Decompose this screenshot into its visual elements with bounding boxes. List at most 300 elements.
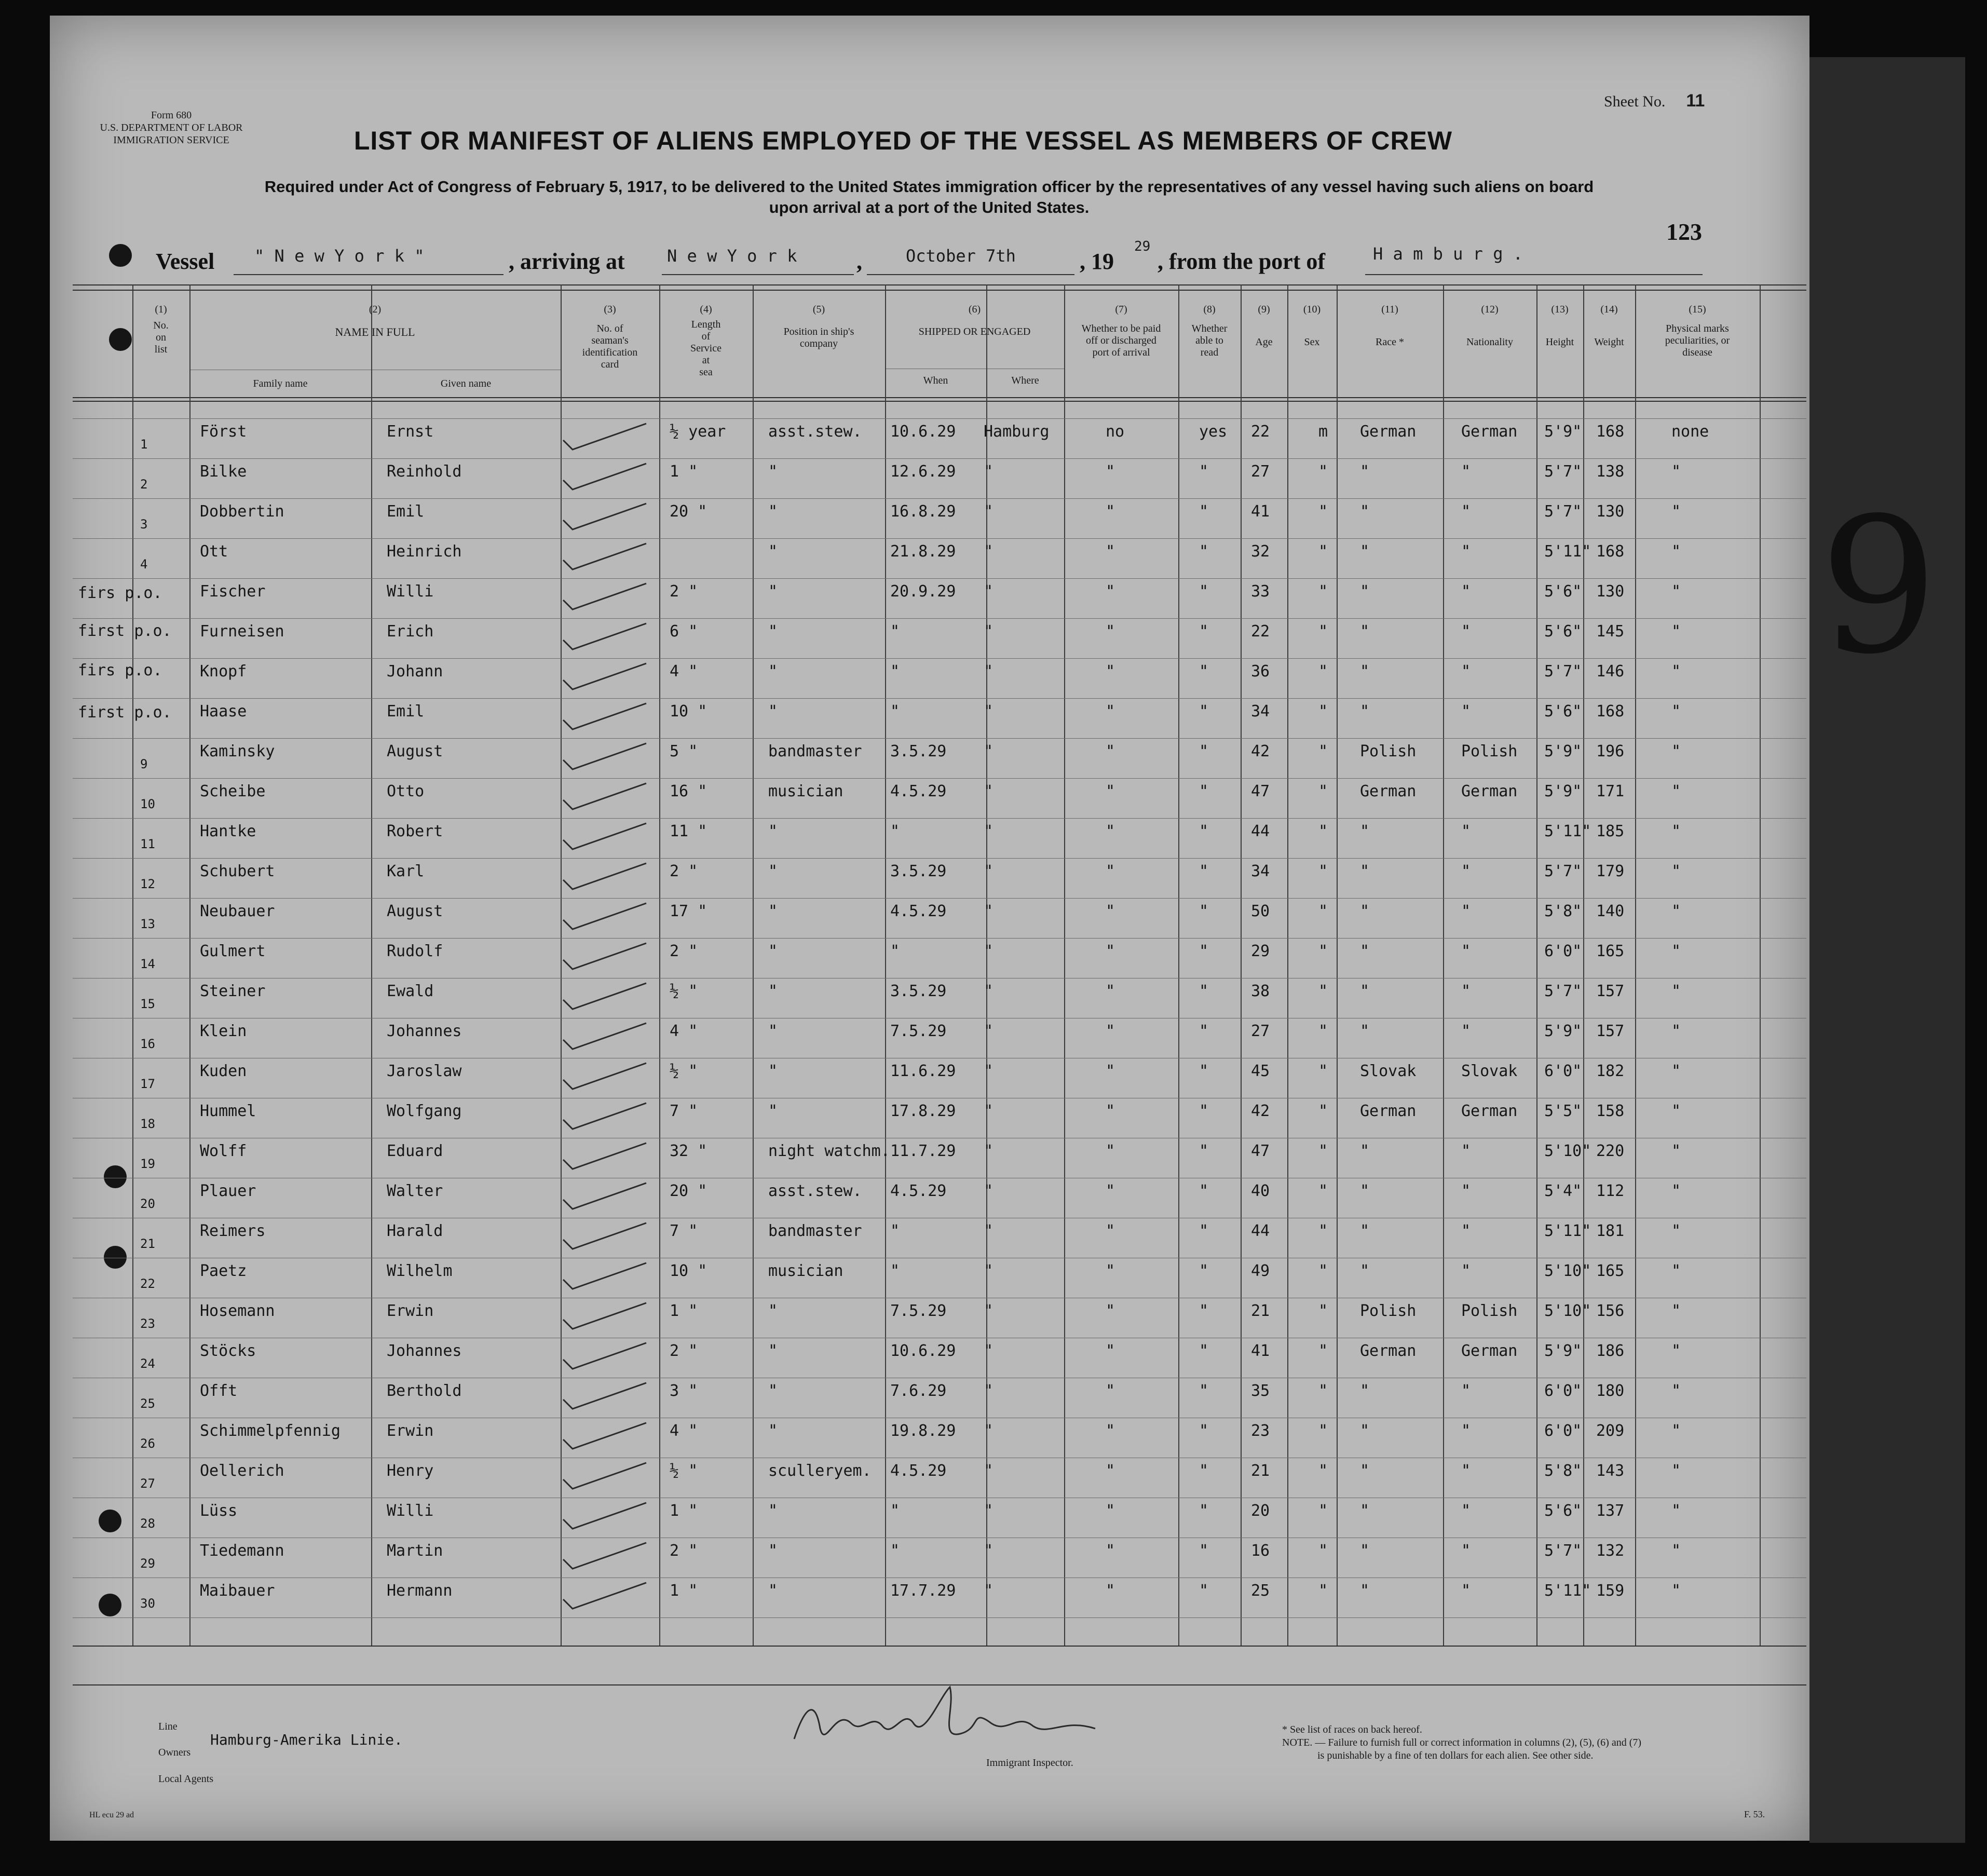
row-rule bbox=[73, 898, 1806, 899]
given-name: Erwin bbox=[387, 1302, 434, 1320]
shipped-where: " bbox=[984, 1182, 994, 1200]
punch-hole bbox=[104, 1246, 127, 1269]
nationality: " bbox=[1461, 1542, 1471, 1560]
checkmark-icon bbox=[558, 1179, 657, 1215]
race: German bbox=[1360, 1342, 1417, 1360]
row-number: 2 bbox=[140, 477, 148, 492]
weight: 158 bbox=[1596, 1102, 1625, 1120]
checkmark-icon bbox=[558, 1259, 657, 1295]
row-number: 27 bbox=[140, 1476, 155, 1491]
weight: 196 bbox=[1596, 742, 1625, 760]
length-of-service: 20 " bbox=[670, 502, 707, 521]
punch-hole bbox=[104, 1165, 127, 1188]
shipped-when: 7.6.29 bbox=[890, 1382, 947, 1400]
height: 5'8" bbox=[1544, 1462, 1582, 1480]
nationality: " bbox=[1461, 1382, 1471, 1400]
shipped-where: " bbox=[984, 1262, 994, 1280]
header-bottom-rule bbox=[73, 401, 1806, 402]
shipped-where: " bbox=[984, 702, 994, 721]
sex: " bbox=[1318, 1182, 1328, 1200]
able-to-read: " bbox=[1199, 1302, 1209, 1320]
race: " bbox=[1360, 1542, 1370, 1560]
page-number: 123 bbox=[1666, 219, 1702, 245]
sex: " bbox=[1318, 1582, 1328, 1600]
physical-marks: none bbox=[1671, 423, 1709, 441]
height: 5'6" bbox=[1544, 622, 1582, 641]
able-to-read: " bbox=[1199, 502, 1209, 521]
checkmark-icon bbox=[558, 1139, 657, 1175]
length-of-service: 11 " bbox=[670, 822, 707, 840]
column-rule bbox=[885, 284, 886, 1646]
document-subtitle: Required under Act of Congress of February 5, 1917, to be delivered to the United States immigration officer by the representatives of any vessel having such aliens on board upon arrival at a port of the United States. bbox=[264, 178, 1594, 216]
able-to-read: " bbox=[1199, 1222, 1209, 1240]
shipped-when: " bbox=[890, 822, 900, 840]
row-rule bbox=[73, 538, 1806, 539]
length-of-service: ½ " bbox=[670, 1062, 698, 1080]
position: asst.stew. bbox=[768, 423, 862, 441]
paid-off: " bbox=[1106, 822, 1115, 840]
checkmark-icon bbox=[558, 1059, 657, 1095]
physical-marks: " bbox=[1671, 502, 1681, 521]
family-name: Fischer bbox=[200, 582, 266, 601]
year-label: , 19 bbox=[1080, 249, 1114, 274]
sex: " bbox=[1318, 662, 1328, 681]
paid-off: " bbox=[1106, 463, 1115, 481]
paid-off: " bbox=[1106, 542, 1115, 561]
paid-off: " bbox=[1106, 1502, 1115, 1520]
weight: 180 bbox=[1596, 1382, 1625, 1400]
sex: m bbox=[1318, 423, 1328, 441]
sex: " bbox=[1318, 862, 1328, 880]
race: " bbox=[1360, 622, 1370, 641]
column-rule bbox=[1635, 284, 1636, 1646]
age: 32 bbox=[1251, 542, 1270, 561]
height: 5'10" bbox=[1544, 1302, 1591, 1320]
able-to-read: " bbox=[1199, 822, 1209, 840]
paid-off: " bbox=[1106, 502, 1115, 521]
physical-marks: " bbox=[1671, 1102, 1681, 1120]
position: night watchm. bbox=[768, 1142, 890, 1160]
height: 5'11" bbox=[1544, 822, 1591, 840]
column-rule bbox=[1583, 284, 1584, 1646]
weight: 168 bbox=[1596, 702, 1625, 721]
row-number: 29 bbox=[140, 1556, 155, 1571]
given-name: Hermann bbox=[387, 1582, 453, 1600]
family-name: Schimmelpfennig bbox=[200, 1422, 341, 1440]
nationality: " bbox=[1461, 662, 1471, 681]
length-of-service: 6 " bbox=[670, 622, 698, 641]
row-number: 22 bbox=[140, 1276, 155, 1291]
sex: " bbox=[1318, 1302, 1328, 1320]
physical-marks: " bbox=[1671, 1222, 1681, 1240]
row-number: 20 bbox=[140, 1197, 155, 1211]
length-of-service: 20 " bbox=[670, 1182, 707, 1200]
position: " bbox=[768, 622, 778, 641]
paid-off: " bbox=[1106, 982, 1115, 1000]
shipped-when: 11.7.29 bbox=[890, 1142, 956, 1160]
race: " bbox=[1360, 822, 1370, 840]
age: 23 bbox=[1251, 1422, 1270, 1440]
age: 49 bbox=[1251, 1262, 1270, 1280]
column-rule bbox=[659, 284, 660, 1646]
sex: " bbox=[1318, 1342, 1328, 1360]
column-rule bbox=[1178, 284, 1179, 1646]
height: 5'9" bbox=[1544, 423, 1582, 441]
family-name: Neubauer bbox=[200, 902, 275, 920]
age: 21 bbox=[1251, 1302, 1270, 1320]
position: " bbox=[768, 902, 778, 920]
col-header-read: (8) Whether able to read bbox=[1191, 304, 1228, 358]
shipped-where: " bbox=[984, 622, 994, 641]
age: 42 bbox=[1251, 742, 1270, 760]
weight: 165 bbox=[1596, 942, 1625, 960]
race: " bbox=[1360, 662, 1370, 681]
checkmark-icon bbox=[558, 1019, 657, 1055]
shipped-where: " bbox=[984, 1222, 994, 1240]
given-name: Johannes bbox=[387, 1022, 462, 1040]
position: " bbox=[768, 582, 778, 601]
length-of-service: ½ " bbox=[670, 1462, 698, 1480]
able-to-read: " bbox=[1199, 582, 1209, 601]
nationality: " bbox=[1461, 902, 1471, 920]
age: 47 bbox=[1251, 782, 1270, 800]
weight: 138 bbox=[1596, 463, 1625, 481]
shipped-where: " bbox=[984, 1462, 994, 1480]
height: 5'9" bbox=[1544, 742, 1582, 760]
row-number: 13 bbox=[140, 917, 155, 931]
position: " bbox=[768, 1022, 778, 1040]
given-name: Berthold bbox=[387, 1382, 462, 1400]
owners-label: Owners bbox=[158, 1747, 191, 1758]
age: 34 bbox=[1251, 862, 1270, 880]
race: " bbox=[1360, 463, 1370, 481]
family-name: Furneisen bbox=[200, 622, 284, 641]
sheet-number-label: Sheet No. 11 bbox=[1604, 91, 1705, 111]
col-header-paid-off: (7) Whether to be paid off or discharged port of arrival bbox=[1081, 304, 1161, 358]
nationality: Polish bbox=[1461, 1302, 1518, 1320]
row-rule bbox=[73, 418, 1806, 419]
length-of-service: 7 " bbox=[670, 1222, 698, 1240]
nationality: " bbox=[1461, 982, 1471, 1000]
col-header-given-name: Given name bbox=[440, 378, 492, 389]
age: 47 bbox=[1251, 1142, 1270, 1160]
row-number: 17 bbox=[140, 1077, 155, 1091]
given-name: Wilhelm bbox=[387, 1262, 453, 1280]
position: bandmaster bbox=[768, 1222, 862, 1240]
position: " bbox=[768, 1062, 778, 1080]
able-to-read: " bbox=[1199, 702, 1209, 721]
able-to-read: " bbox=[1199, 1582, 1209, 1600]
height: 5'6" bbox=[1544, 702, 1582, 721]
sex: " bbox=[1318, 1102, 1328, 1120]
checkmark-icon bbox=[558, 619, 657, 656]
family-name: Paetz bbox=[200, 1262, 247, 1280]
height: 5'9" bbox=[1544, 782, 1582, 800]
shipped-when: 16.8.29 bbox=[890, 502, 956, 521]
family-name: Klein bbox=[200, 1022, 247, 1040]
age: 45 bbox=[1251, 1062, 1270, 1080]
length-of-service: 5 " bbox=[670, 742, 698, 760]
race: " bbox=[1360, 1262, 1370, 1280]
position: musician bbox=[768, 1262, 843, 1280]
checkmark-icon bbox=[558, 459, 657, 496]
shipped-where: Hamburg bbox=[984, 423, 1050, 441]
able-to-read: " bbox=[1199, 542, 1209, 561]
row-number: 1 bbox=[140, 437, 148, 452]
adjacent-page-handwriting: 9 bbox=[1819, 478, 1939, 695]
given-name: Otto bbox=[387, 782, 425, 800]
sex: " bbox=[1318, 1222, 1328, 1240]
height: 5'11" bbox=[1544, 1582, 1591, 1600]
column-rule bbox=[1536, 284, 1537, 1646]
given-name: Johann bbox=[387, 662, 443, 681]
age: 40 bbox=[1251, 1182, 1270, 1200]
given-name: Emil bbox=[387, 502, 425, 521]
checkmark-icon bbox=[558, 1099, 657, 1135]
col-header-family-name: Family name bbox=[253, 378, 308, 389]
physical-marks: " bbox=[1671, 1582, 1681, 1600]
length-of-service: 4 " bbox=[670, 1422, 698, 1440]
able-to-read: " bbox=[1199, 1382, 1209, 1400]
race: " bbox=[1360, 1142, 1370, 1160]
column-rule bbox=[189, 284, 190, 1646]
row-number: 15 bbox=[140, 997, 155, 1011]
punch-hole bbox=[109, 328, 132, 351]
row-rule bbox=[73, 698, 1806, 699]
height: 5'10" bbox=[1544, 1142, 1591, 1160]
length-of-service: 10 " bbox=[670, 702, 707, 721]
sex: " bbox=[1318, 982, 1328, 1000]
family-name: Knopf bbox=[200, 662, 247, 681]
shipped-when: 10.6.29 bbox=[890, 423, 956, 441]
able-to-read: yes bbox=[1199, 423, 1228, 441]
paid-off: " bbox=[1106, 582, 1115, 601]
sex: " bbox=[1318, 1062, 1328, 1080]
sex: " bbox=[1318, 1422, 1328, 1440]
weight: 130 bbox=[1596, 582, 1625, 601]
nationality: " bbox=[1461, 1582, 1471, 1600]
row-number: 23 bbox=[140, 1316, 155, 1331]
sex: " bbox=[1318, 622, 1328, 641]
table-top-rule bbox=[73, 284, 1806, 286]
race: German bbox=[1360, 782, 1417, 800]
position: " bbox=[768, 542, 778, 561]
physical-marks: " bbox=[1671, 1342, 1681, 1360]
able-to-read: " bbox=[1199, 1102, 1209, 1120]
paid-off: " bbox=[1106, 1302, 1115, 1320]
able-to-read: " bbox=[1199, 1022, 1209, 1040]
arriving-port: N e w Y o r k bbox=[667, 246, 797, 266]
able-to-read: " bbox=[1199, 862, 1209, 880]
physical-marks: " bbox=[1671, 1382, 1681, 1400]
margin-note: firs p.o. bbox=[78, 584, 162, 602]
weight: 185 bbox=[1596, 822, 1625, 840]
weight: 159 bbox=[1596, 1582, 1625, 1600]
paid-off: " bbox=[1106, 622, 1115, 641]
race: " bbox=[1360, 1462, 1370, 1480]
length-of-service: 4 " bbox=[670, 662, 698, 681]
shipped-when: 10.6.29 bbox=[890, 1342, 956, 1360]
comma: , bbox=[856, 249, 862, 274]
paid-off: " bbox=[1106, 1062, 1115, 1080]
able-to-read: " bbox=[1199, 463, 1209, 481]
sex: " bbox=[1318, 822, 1328, 840]
position: " bbox=[768, 1382, 778, 1400]
physical-marks: " bbox=[1671, 1302, 1681, 1320]
row-number: 16 bbox=[140, 1037, 155, 1051]
weight: 145 bbox=[1596, 622, 1625, 641]
sex: " bbox=[1318, 463, 1328, 481]
physical-marks: " bbox=[1671, 742, 1681, 760]
row-number: 24 bbox=[140, 1356, 155, 1371]
race: " bbox=[1360, 582, 1370, 601]
punch-hole bbox=[99, 1510, 121, 1532]
paid-off: " bbox=[1106, 1462, 1115, 1480]
physical-marks: " bbox=[1671, 942, 1681, 960]
checkmark-icon bbox=[558, 739, 657, 776]
row-rule bbox=[73, 938, 1806, 939]
shipped-where: " bbox=[984, 1542, 994, 1560]
race: " bbox=[1360, 1582, 1370, 1600]
family-name: Scheibe bbox=[200, 782, 266, 800]
row-number: 10 bbox=[140, 797, 155, 811]
able-to-read: " bbox=[1199, 1542, 1209, 1560]
row-number: 3 bbox=[140, 517, 148, 532]
shipped-where: " bbox=[984, 862, 994, 880]
shipped-when: " bbox=[890, 942, 900, 960]
weight: 220 bbox=[1596, 1142, 1625, 1160]
height: 5'5" bbox=[1544, 1102, 1582, 1120]
family-name: Lüss bbox=[200, 1502, 238, 1520]
family-name: Ott bbox=[200, 542, 228, 561]
weight: 157 bbox=[1596, 1022, 1625, 1040]
weight: 156 bbox=[1596, 1302, 1625, 1320]
column-rule bbox=[1337, 284, 1338, 1646]
race: " bbox=[1360, 542, 1370, 561]
family-name: Steiner bbox=[200, 982, 266, 1000]
height: 5'11" bbox=[1544, 1222, 1591, 1240]
length-of-service: 17 " bbox=[670, 902, 707, 920]
sex: " bbox=[1318, 902, 1328, 920]
nationality: " bbox=[1461, 582, 1471, 601]
race: Polish bbox=[1360, 742, 1417, 760]
margin-note: firs p.o. bbox=[78, 661, 162, 679]
shipped-when: 20.9.29 bbox=[890, 582, 956, 601]
margin-note: first p.o. bbox=[78, 622, 172, 640]
age: 38 bbox=[1251, 982, 1270, 1000]
physical-marks: " bbox=[1671, 902, 1681, 920]
paid-off: " bbox=[1106, 1542, 1115, 1560]
row-rule bbox=[73, 738, 1806, 739]
age: 22 bbox=[1251, 622, 1270, 641]
position: " bbox=[768, 1542, 778, 1560]
paid-off: " bbox=[1106, 942, 1115, 960]
age: 42 bbox=[1251, 1102, 1270, 1120]
shipped-where: " bbox=[984, 1062, 994, 1080]
nationality: Slovak bbox=[1461, 1062, 1518, 1080]
paid-off: " bbox=[1106, 662, 1115, 681]
height: 5'9" bbox=[1544, 1022, 1582, 1040]
shipped-when: 21.8.29 bbox=[890, 542, 956, 561]
given-name: Harald bbox=[387, 1222, 443, 1240]
family-name: Plauer bbox=[200, 1182, 256, 1200]
height: 5'10" bbox=[1544, 1262, 1591, 1280]
able-to-read: " bbox=[1199, 982, 1209, 1000]
row-number: 25 bbox=[140, 1396, 155, 1411]
shipped-where: " bbox=[984, 662, 994, 681]
able-to-read: " bbox=[1199, 782, 1209, 800]
column-rule bbox=[753, 284, 754, 1646]
shipped-when: 3.5.29 bbox=[890, 862, 947, 880]
weight: 182 bbox=[1596, 1062, 1625, 1080]
sex: " bbox=[1318, 1502, 1328, 1520]
physical-marks: " bbox=[1671, 862, 1681, 880]
checkmark-icon bbox=[558, 539, 657, 576]
position: " bbox=[768, 942, 778, 960]
length-of-service: 1 " bbox=[670, 1302, 698, 1320]
line-value: Hamburg-Amerika Linie. bbox=[210, 1731, 403, 1748]
family-name: Maibauer bbox=[200, 1582, 275, 1600]
given-name: Willi bbox=[387, 582, 434, 601]
family-name: Bilke bbox=[200, 463, 247, 481]
physical-marks: " bbox=[1671, 1502, 1681, 1520]
checkmark-icon bbox=[558, 1539, 657, 1575]
given-name: Erwin bbox=[387, 1422, 434, 1440]
position: " bbox=[768, 1102, 778, 1120]
family-name: Oellerich bbox=[200, 1462, 284, 1480]
row-number: 4 bbox=[140, 557, 148, 572]
given-name: August bbox=[387, 742, 443, 760]
given-name: Henry bbox=[387, 1462, 434, 1480]
column-rule bbox=[1443, 284, 1444, 1646]
length-of-service: 1 " bbox=[670, 463, 698, 481]
age: 33 bbox=[1251, 582, 1270, 601]
race: Polish bbox=[1360, 1302, 1417, 1320]
physical-marks: " bbox=[1671, 662, 1681, 681]
height: 5'9" bbox=[1544, 1342, 1582, 1360]
sex: " bbox=[1318, 502, 1328, 521]
row-number: 28 bbox=[140, 1516, 155, 1531]
length-of-service: 2 " bbox=[670, 1342, 698, 1360]
given-name: Wolfgang bbox=[387, 1102, 462, 1120]
height: 5'7" bbox=[1544, 862, 1582, 880]
nationality: Polish bbox=[1461, 742, 1518, 760]
sex: " bbox=[1318, 1022, 1328, 1040]
col-header-race: (11) Race * bbox=[1376, 304, 1404, 348]
shipped-where: " bbox=[984, 742, 994, 760]
paid-off: " bbox=[1106, 1102, 1115, 1120]
weight: 165 bbox=[1596, 1262, 1625, 1280]
col-header-weight: (14) Weight bbox=[1594, 304, 1624, 348]
line-label: Line bbox=[158, 1721, 178, 1732]
inspector-signature bbox=[784, 1677, 1106, 1760]
checkmark-icon bbox=[558, 1579, 657, 1615]
sex: " bbox=[1318, 1542, 1328, 1560]
physical-marks: " bbox=[1671, 1462, 1681, 1480]
height: 6'0" bbox=[1544, 1382, 1582, 1400]
row-number: 9 bbox=[140, 757, 148, 771]
family-name: Offt bbox=[200, 1382, 238, 1400]
nationality: " bbox=[1461, 942, 1471, 960]
checkmark-icon bbox=[558, 499, 657, 536]
checkmark-icon bbox=[558, 659, 657, 696]
column-rule bbox=[1241, 284, 1242, 1646]
shipped-where: " bbox=[984, 1502, 994, 1520]
col-header-nationality: (12) Nationality bbox=[1466, 304, 1513, 348]
weight: 209 bbox=[1596, 1422, 1625, 1440]
able-to-read: " bbox=[1199, 942, 1209, 960]
weight: 137 bbox=[1596, 1502, 1625, 1520]
